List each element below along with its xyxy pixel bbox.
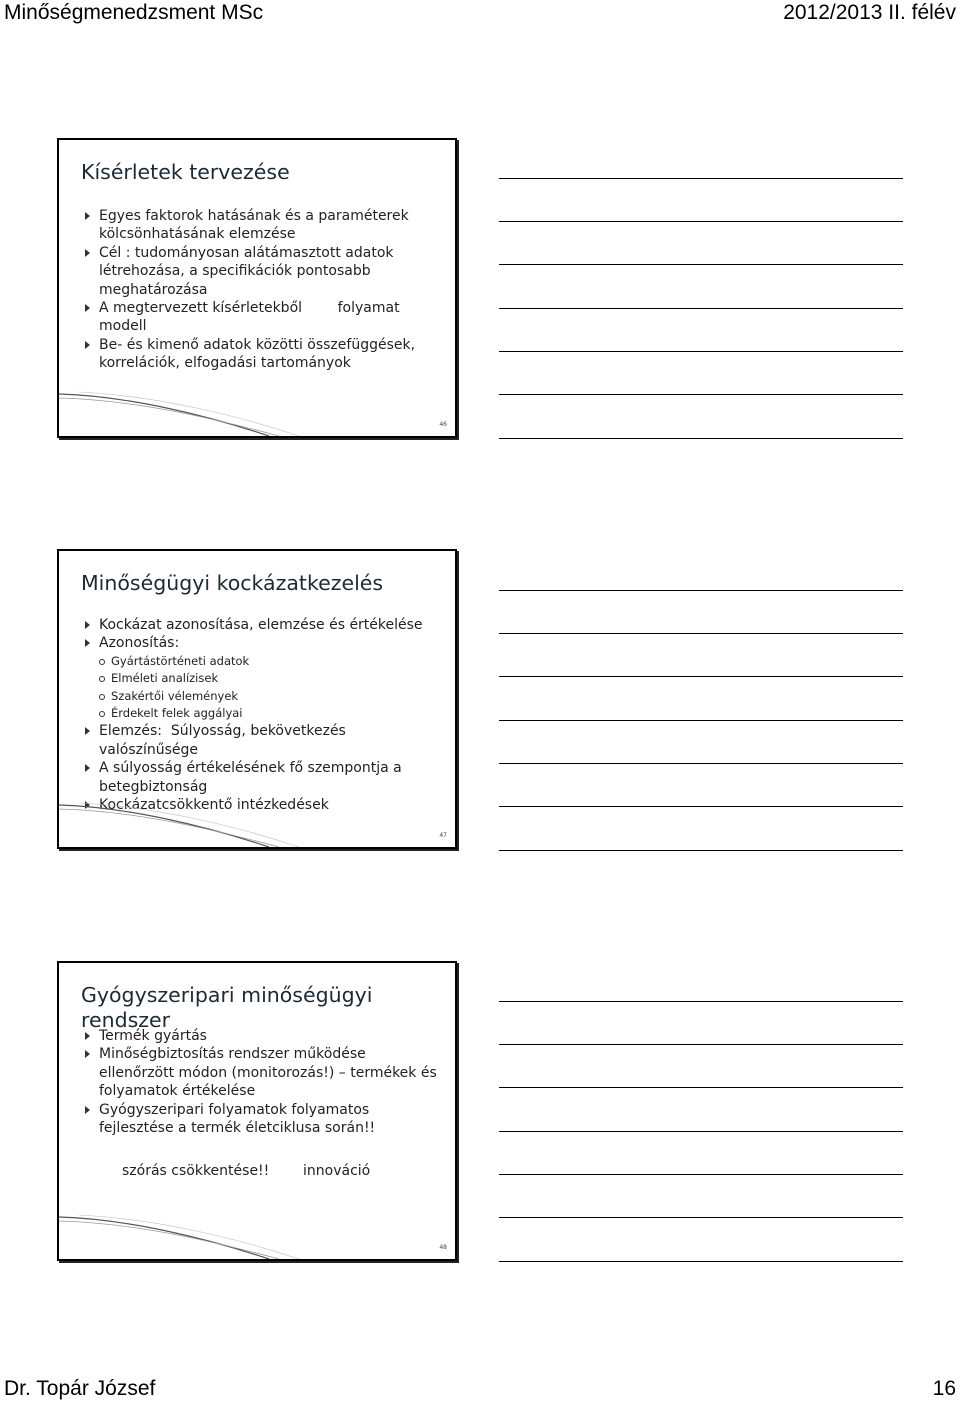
sub-bullet-item: Elméleti analízisek (81, 670, 441, 687)
slide-47 (57, 549, 457, 849)
page-number: 16 (932, 1377, 956, 1400)
note-line (499, 1087, 903, 1088)
sub-bullet-item: Gyártástörténeti adatok (81, 653, 441, 670)
note-line (499, 264, 903, 265)
bullet-item: Be- és kimenő adatok közötti összefüggések, korrelációk, elfogadási tartományok (81, 336, 441, 373)
extra-label-variance: szórás csökkentése!! (122, 1163, 270, 1179)
notes-lines-46 (499, 178, 903, 439)
bullet-item: Termék gyártás (81, 1027, 441, 1045)
note-line (499, 850, 903, 851)
bullet-list (81, 1027, 441, 1137)
decorative-swoosh-icon (59, 1209, 455, 1259)
note-line (499, 221, 903, 222)
bullet-item: Egyes faktorok hatásának és a paraméterek kölcsönhatásának elemzése (81, 207, 441, 244)
notes-lines-47 (499, 590, 903, 851)
page-header (0, 0, 960, 30)
bullet-item: Kockázatcsökkentő intézkedések (81, 796, 441, 814)
slide-number: 48 (439, 1244, 447, 1251)
note-line (499, 351, 903, 352)
bullet-item: A megtervezett kísérletekből folyamat modell (81, 299, 441, 336)
bullet-item: Minőségbiztosítás rendszer működése ellenőrzött módon (monitorozás!) – termékek és folyamatok értékelése (81, 1045, 441, 1100)
slide-title: Minőségügyi kockázatkezelés (81, 571, 384, 595)
note-line (499, 1001, 903, 1002)
note-line (499, 178, 903, 179)
note-line (499, 590, 903, 591)
note-line (499, 720, 903, 721)
note-line (499, 308, 903, 309)
bullet-item: Cél : tudományosan alátámasztott adatok létrehozása, a specifikációk pontosabb meghatározása (81, 244, 441, 299)
slide-title: Gyógyszeripari minőségügyi rendszer (81, 983, 373, 1032)
author-name: Dr. Topár József (4, 1377, 156, 1400)
slide-number: 47 (439, 832, 447, 839)
semester-label: 2012/2013 II. félév (783, 1, 956, 24)
bullet-item: Gyógyszeripari folyamatok folyamatos fejlesztése a termék életciklusa során!! (81, 1101, 441, 1138)
bullet-item: Azonosítás: (81, 634, 441, 652)
bullet-list (81, 207, 441, 373)
note-line (499, 1131, 903, 1132)
note-line (499, 1174, 903, 1175)
note-line (499, 438, 903, 439)
note-line (499, 763, 903, 764)
note-line (499, 676, 903, 677)
bullet-list (81, 616, 441, 814)
slide-number: 46 (439, 421, 447, 428)
note-line (499, 633, 903, 634)
slide-46 (57, 138, 457, 438)
decorative-swoosh-icon (59, 386, 455, 436)
note-line (499, 806, 903, 807)
sub-bullet-item: Érdekelt felek aggályai (81, 705, 441, 722)
sub-bullet-item: Szakértői vélemények (81, 688, 441, 705)
bullet-item: Kockázat azonosítása, elemzése és értékelése (81, 616, 441, 634)
note-line (499, 1044, 903, 1045)
note-line (499, 394, 903, 395)
course-title: Minőségmenedzsment MSc (4, 1, 264, 24)
decorative-swoosh-icon (59, 797, 455, 847)
notes-lines-48 (499, 1001, 903, 1262)
slide-48 (57, 961, 457, 1261)
bullet-item: Elemzés: Súlyosság, bekövetkezés valószínűsége (81, 722, 441, 759)
bullet-item: A súlyosság értékelésének fő szempontja a betegbiztonság (81, 759, 441, 796)
slide-title: Kísérletek tervezése (81, 160, 290, 184)
note-line (499, 1261, 903, 1262)
note-line (499, 1217, 903, 1218)
extra-label-innovation: innováció (303, 1163, 371, 1179)
page-footer (0, 1372, 960, 1403)
